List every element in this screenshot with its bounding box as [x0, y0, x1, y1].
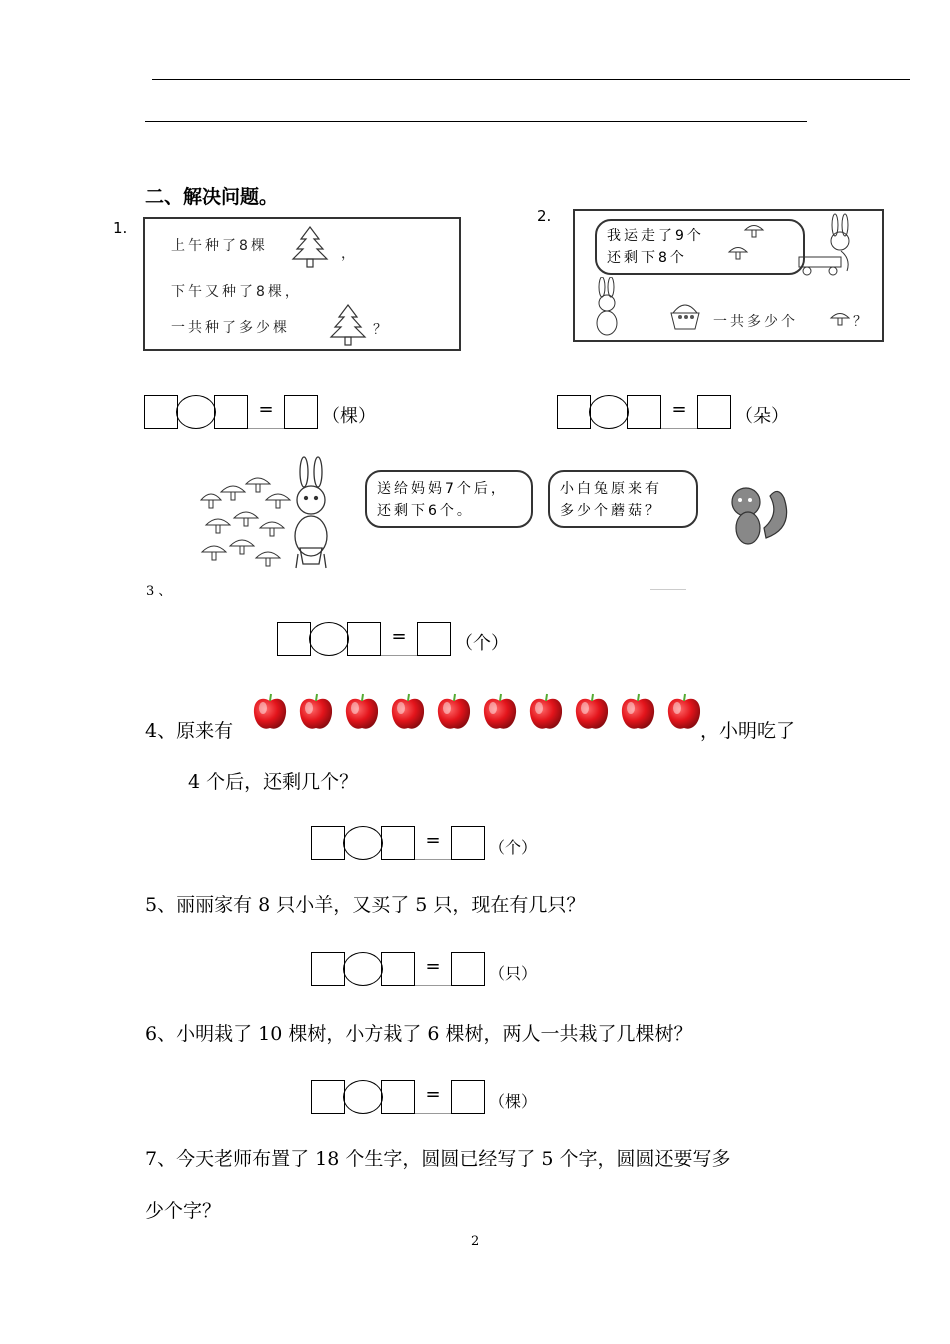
answer-box[interactable]: [381, 826, 415, 860]
divider: [650, 589, 686, 590]
problem3-equation: [277, 622, 509, 656]
unit-label: （个）: [489, 838, 538, 857]
problem7-line2: 少个字？: [145, 1200, 222, 1222]
answer-box[interactable]: [311, 1080, 345, 1114]
operator-circle[interactable]: [176, 395, 216, 429]
result-box[interactable]: [697, 395, 731, 429]
problem3-bubble-left-line2: 还剩下6个。: [377, 503, 474, 519]
apple-icon: [482, 692, 518, 732]
problem2-equation: [557, 395, 789, 429]
apple-icon: [344, 692, 380, 732]
problem3-number: 3 、: [146, 584, 172, 599]
equals-sign: =: [415, 952, 451, 986]
problem3-bubble-right: [548, 470, 698, 528]
problem2-speech-line1: 我运走了9个: [607, 228, 704, 244]
answer-line-2: [145, 121, 807, 122]
equals-sign: =: [661, 395, 697, 429]
result-box[interactable]: [451, 826, 485, 860]
answer-box[interactable]: [144, 395, 178, 429]
problem6-equation: [311, 1080, 537, 1114]
problem4-line2: 4 个后，还剩几个？: [188, 771, 359, 793]
problem2-question: 一共多少个: [713, 314, 798, 330]
apple-icon: [298, 692, 334, 732]
tree-icon: [285, 225, 335, 269]
problem1-picture-frame: [143, 217, 461, 351]
answer-box[interactable]: [347, 622, 381, 656]
problem6-text: 6、小明栽了 10 棵树，小方栽了 6 棵树，两人一共栽了几棵树？: [145, 1023, 693, 1045]
operator-circle[interactable]: [589, 395, 629, 429]
answer-box[interactable]: [311, 826, 345, 860]
operator-circle[interactable]: [343, 826, 383, 860]
problem5-text: 5、丽丽家有 8 只小羊，又买了 5 只，现在有几只？: [145, 894, 586, 916]
unit-label: （个）: [455, 633, 509, 654]
equals-sign: =: [248, 395, 284, 429]
apple-icon: [666, 692, 702, 732]
answer-box[interactable]: [311, 952, 345, 986]
apple-icon: [436, 692, 472, 732]
apple-icon: [390, 692, 426, 732]
problem3-bubble-left: [365, 470, 533, 528]
problem1-line3: 一共种了多少棵: [171, 320, 290, 336]
problem5-equation: [311, 952, 537, 986]
apple-icon: [528, 692, 564, 732]
unit-label: （棵）: [322, 406, 376, 427]
problem1-equation: [144, 395, 376, 429]
problem3-bubble-right-line2: 多少个蘑菇？: [560, 503, 662, 519]
problem3-bubble-right-line1: 小白兔原来有: [560, 481, 662, 497]
equals-sign: =: [381, 622, 417, 656]
section-heading: 二、解决问题。: [145, 186, 279, 208]
answer-box[interactable]: [381, 1080, 415, 1114]
problem4-equation: [311, 826, 537, 860]
unit-label: （朵）: [735, 406, 789, 427]
operator-circle[interactable]: [309, 622, 349, 656]
rabbit-icon: [587, 277, 627, 337]
answer-box[interactable]: [557, 395, 591, 429]
apple-icon: [620, 692, 656, 732]
problem1-line1: 上午种了8棵: [171, 238, 268, 254]
answer-line-1: [152, 79, 910, 80]
equals-sign: =: [415, 826, 451, 860]
result-box[interactable]: [451, 1080, 485, 1114]
rabbit-icon: [282, 456, 342, 576]
problem2-speech-line2: 还剩下8个: [607, 250, 687, 266]
problem2-number: 2.: [537, 207, 552, 225]
answer-box[interactable]: [277, 622, 311, 656]
problem2-speech-bubble: [595, 219, 805, 275]
rabbit-with-cart-icon: [789, 213, 875, 277]
problem3-bubble-left-line1: 送给妈妈7个后，: [377, 481, 508, 497]
answer-box[interactable]: [214, 395, 248, 429]
problem4-text-before: 4、原来有: [145, 720, 234, 742]
problem4-text-after: ，小明吃了: [700, 720, 796, 742]
answer-box[interactable]: [627, 395, 661, 429]
mushroom-icon: [727, 243, 749, 261]
result-box[interactable]: [451, 952, 485, 986]
result-box[interactable]: [417, 622, 451, 656]
squirrel-icon: [718, 478, 794, 552]
unit-label: （只）: [489, 964, 538, 983]
unit-label: （棵）: [489, 1092, 538, 1111]
problem1-number: 1.: [113, 219, 128, 237]
mushroom-icon: [829, 309, 851, 327]
page-number: 2: [471, 1234, 480, 1249]
problem1-comma: ，: [341, 246, 358, 262]
tree-icon: [323, 303, 373, 347]
apple-icon: [252, 692, 288, 732]
problem2-question-mark: ？: [853, 314, 870, 330]
apple-icon: [574, 692, 610, 732]
problem1-line2: 下午又种了8棵，: [171, 284, 302, 300]
mushroom-icon: [743, 221, 765, 239]
operator-circle[interactable]: [343, 952, 383, 986]
operator-circle[interactable]: [343, 1080, 383, 1114]
problem2-picture-frame: [573, 209, 884, 342]
problem7-line1: 7、今天老师布置了 18 个生字，圆圆已经写了 5 个字，圆圆还要写多: [145, 1148, 731, 1170]
result-box[interactable]: [284, 395, 318, 429]
problem1-question-mark: ？: [373, 322, 390, 338]
mushroom-pile-icon: [196, 470, 296, 580]
basket-icon: [667, 297, 703, 333]
equals-sign: =: [415, 1080, 451, 1114]
answer-box[interactable]: [381, 952, 415, 986]
